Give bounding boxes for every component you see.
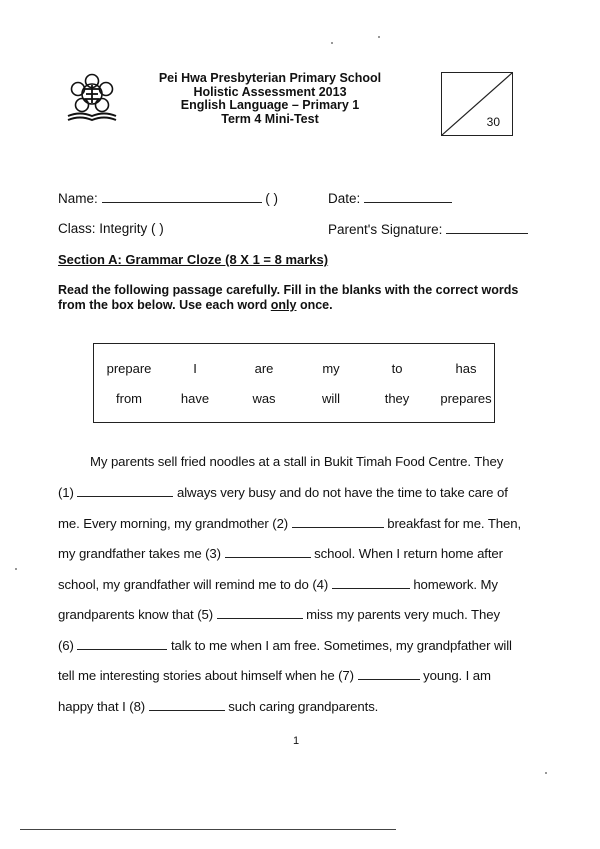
passage-line-9 — [58, 698, 378, 714]
register-number-paren: ( ) — [265, 191, 279, 206]
instruction-end: once. — [296, 298, 333, 312]
signature-label: Parent's Signature: — [328, 222, 443, 237]
date-label: Date: — [328, 191, 361, 206]
name-field — [58, 190, 278, 206]
word-option: was — [252, 391, 276, 406]
answer-blank-4[interactable] — [332, 576, 410, 589]
word-option: prepares — [440, 391, 492, 406]
total-marks: 30 — [486, 115, 500, 129]
passage-line-4 — [58, 545, 503, 561]
date-field — [328, 190, 452, 206]
word-option: have — [180, 391, 210, 406]
word-option: from — [116, 391, 142, 406]
passage-text: homework. My — [413, 577, 498, 592]
passage-text: young. I am — [423, 668, 491, 683]
answer-blank-6[interactable] — [77, 637, 167, 650]
passage-line-7 — [58, 637, 512, 653]
signature-blank[interactable] — [446, 221, 528, 234]
passage-text: breakfast for me. Then, — [387, 516, 522, 531]
word-option: my — [322, 361, 340, 376]
passage-text: me. Every morning, my grandmother (2) — [58, 516, 289, 531]
passage-text: school, my grandfather will remind me to do (4) — [58, 577, 329, 592]
answer-blank-3[interactable] — [225, 545, 311, 558]
word-option: to — [391, 361, 403, 376]
passage-line-1: My parents sell fried noodles at a stall in Bukit Timah Food Centre. They — [90, 454, 504, 469]
blank-number-1: (1) — [58, 485, 74, 500]
word-option: are — [254, 361, 274, 376]
word-option: will — [321, 391, 341, 406]
document-header — [140, 72, 400, 126]
school-logo — [66, 72, 118, 124]
passage-text: such caring grandparents. — [228, 699, 379, 714]
answer-blank-5[interactable] — [217, 606, 303, 619]
name-label: Name: — [58, 191, 98, 206]
date-blank[interactable] — [364, 190, 452, 203]
scan-speck — [15, 568, 17, 570]
scan-speck — [545, 772, 547, 774]
passage-text: talk to me when I am free. Sometimes, my grandpfather will — [170, 638, 512, 653]
scan-speck — [331, 42, 333, 44]
school-name: Pei Hwa Presbyterian Primary School — [158, 71, 382, 85]
instructions — [58, 283, 528, 313]
class-label: Class: Integrity ( ) — [58, 221, 164, 236]
name-blank[interactable] — [102, 190, 262, 203]
score-box — [441, 72, 513, 136]
passage-line-8 — [58, 667, 491, 683]
word-option: I — [193, 361, 197, 376]
passage-line-2 — [58, 484, 508, 500]
answer-blank-1[interactable] — [77, 484, 173, 497]
instruction-text: Read the following passage carefully. Fill in the blanks with the correct words from the box below. Use each word — [58, 283, 519, 312]
passage-text: tell me interesting stories about himself when he (7) — [58, 668, 354, 683]
passage-line-6 — [58, 606, 500, 622]
word-option: has — [455, 361, 477, 376]
passage-text: school. When I return home after — [314, 546, 503, 561]
blank-number-6: (6) — [58, 638, 74, 653]
class-field — [58, 221, 164, 236]
passage-line-3 — [58, 515, 521, 531]
instruction-emphasis: only — [270, 298, 297, 312]
page-number: 1 — [293, 735, 300, 747]
section-title: Section A: Grammar Cloze (8 X 1 = 8 marks) — [58, 252, 329, 267]
passage-text: my grandfather takes me (3) — [58, 546, 221, 561]
test-title: Term 4 Mini-Test — [221, 111, 319, 126]
answer-blank-8[interactable] — [149, 698, 225, 711]
subject-title: English Language – Primary 1 — [180, 98, 360, 112]
answer-blank-2[interactable] — [292, 515, 384, 528]
passage-text: always very busy and do not have the time to take care of — [176, 485, 508, 500]
passage-line-5 — [58, 576, 498, 592]
answer-blank-7[interactable] — [358, 667, 420, 680]
scan-speck — [378, 36, 380, 38]
assessment-title: Holistic Assessment 2013 — [193, 84, 347, 99]
passage-text: happy that I (8) — [58, 699, 146, 714]
word-option: prepare — [106, 361, 152, 376]
score-divider — [442, 73, 512, 135]
word-box — [93, 343, 495, 423]
bottom-rule — [20, 829, 396, 830]
passage-text: miss my parents very much. They — [306, 607, 500, 622]
word-option: they — [384, 391, 410, 406]
passage-text: grandparents know that (5) — [58, 607, 214, 622]
signature-field — [328, 221, 528, 237]
